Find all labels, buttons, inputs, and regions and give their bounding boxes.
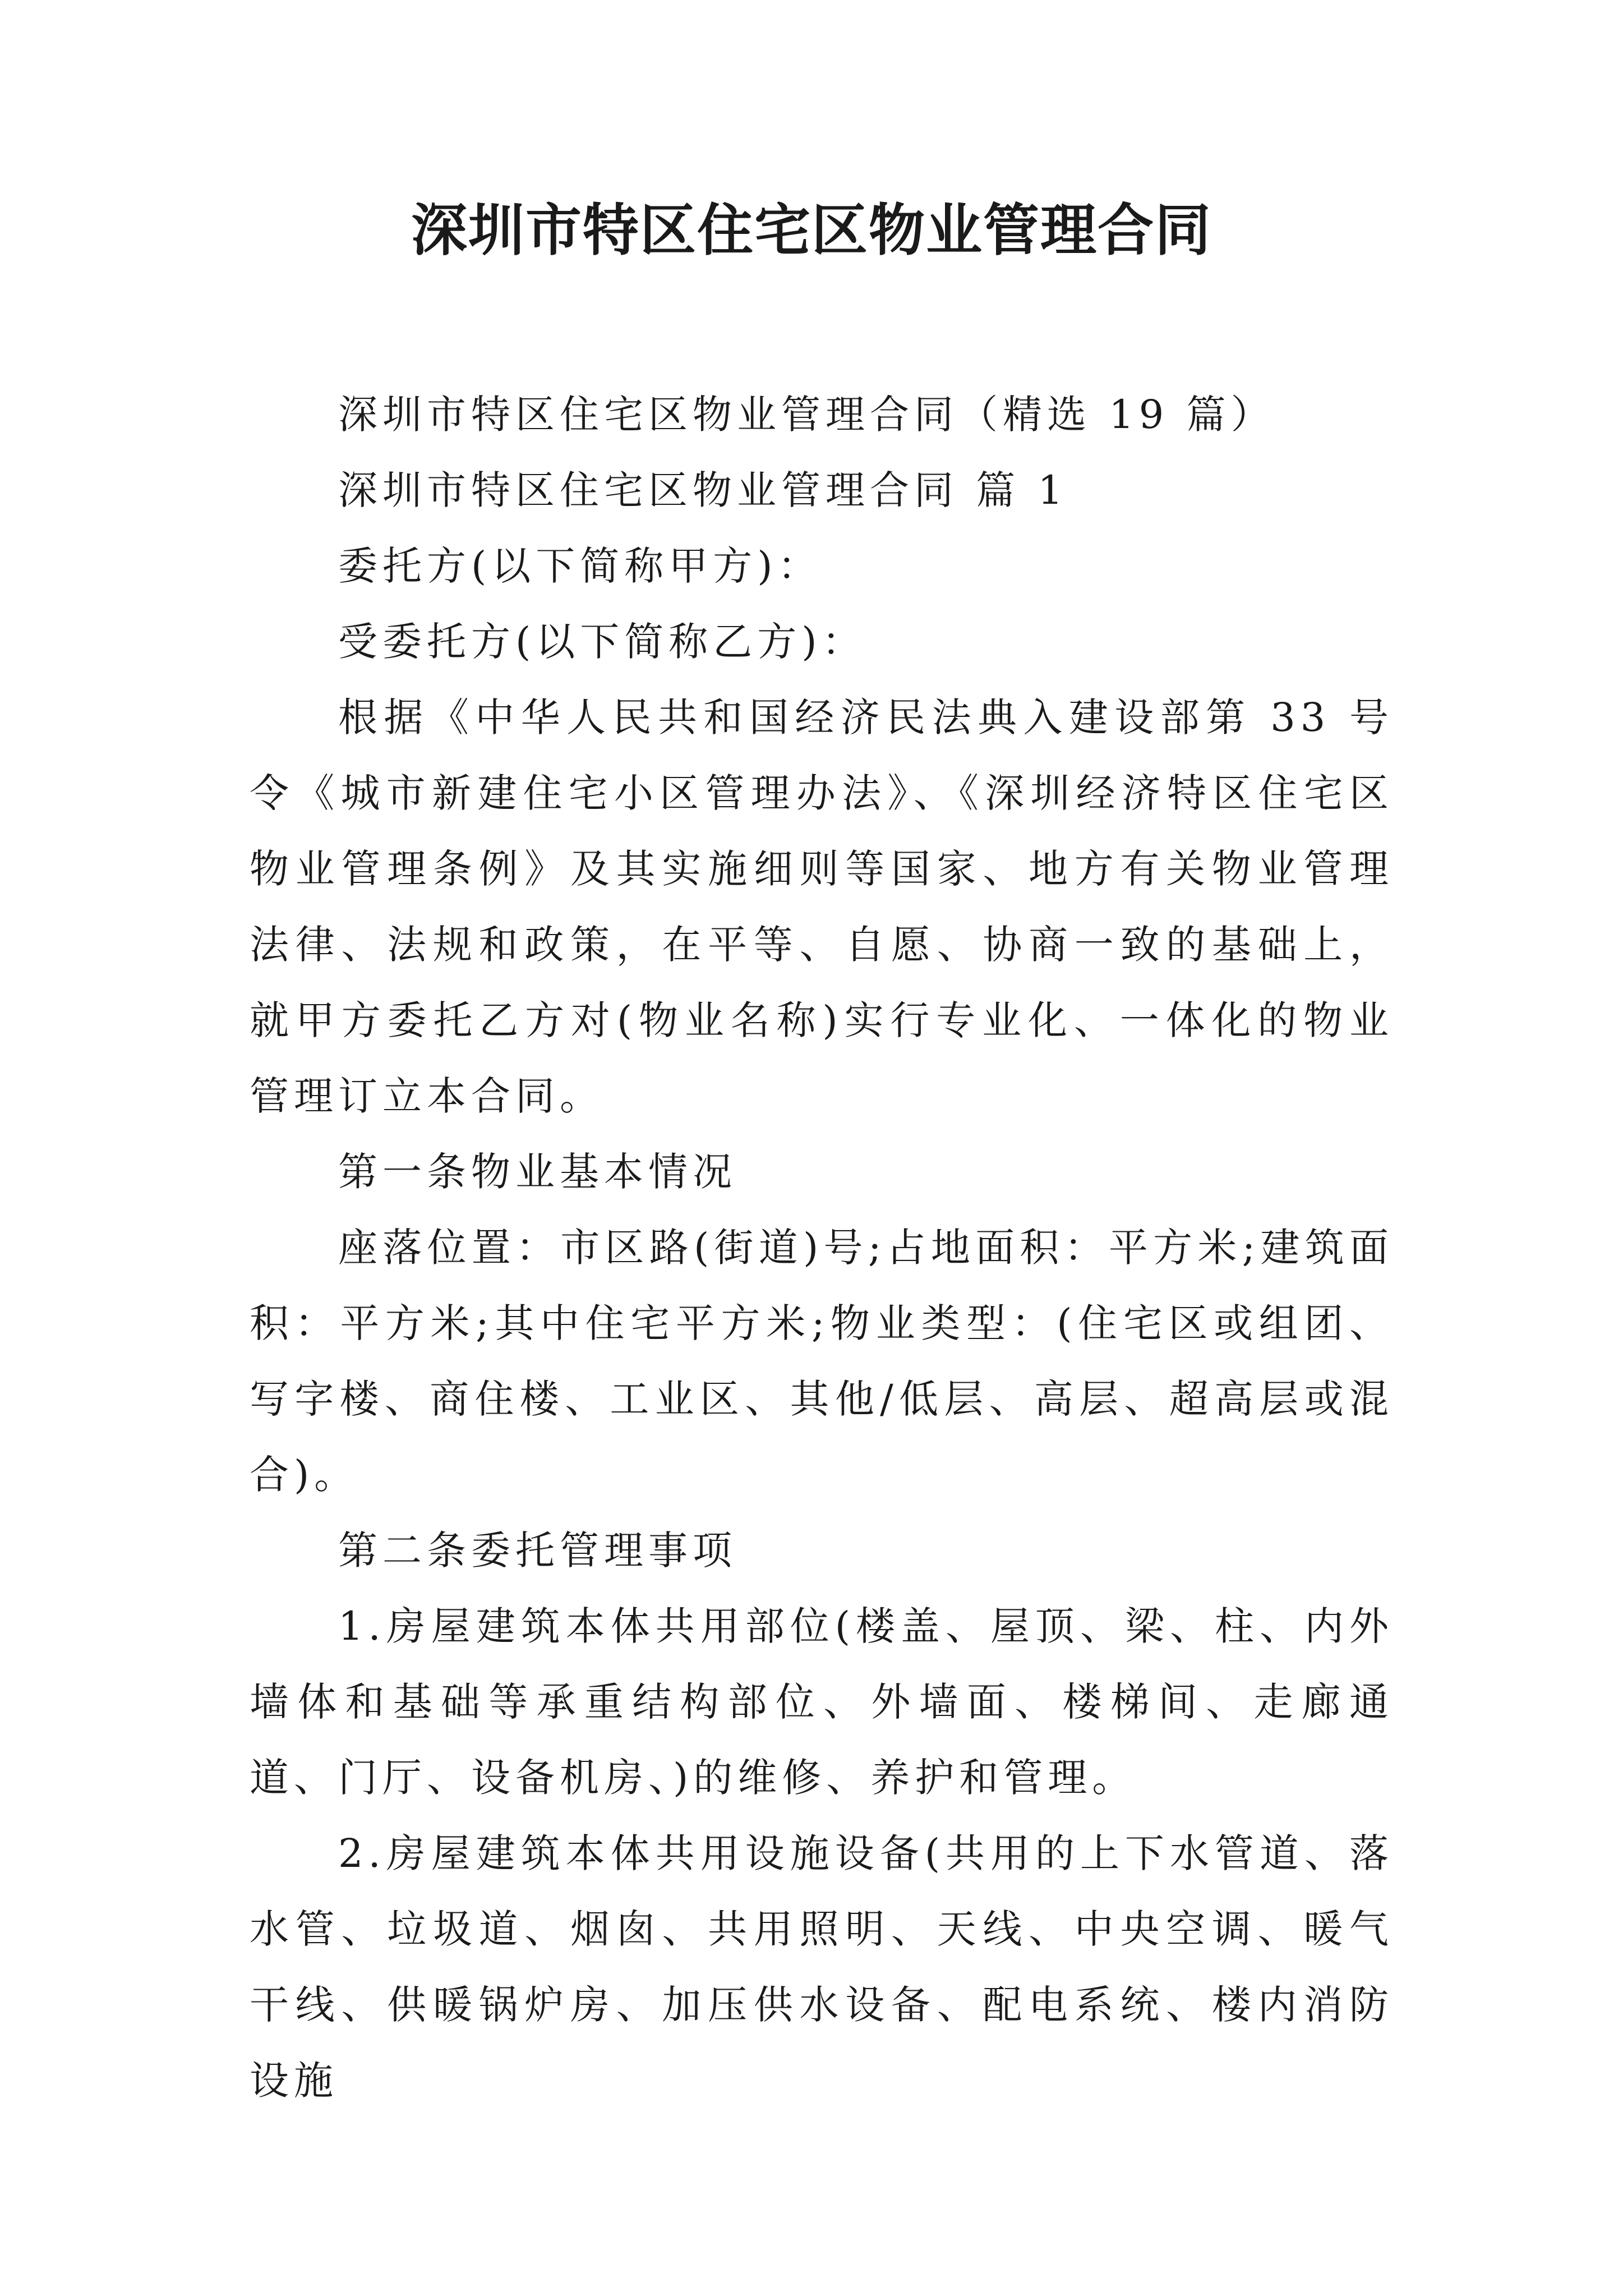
document-body (250, 377, 1394, 2119)
paragraph-collection-heading: 深圳市特区住宅区物业管理合同（精选 19 篇） (338, 392, 1275, 438)
paragraph-principal-party: 委托方(以下简称甲方)： (338, 543, 822, 589)
paragraph-property-details: 座落位置：市区路(街道)号;占地面积：平方米;建筑面积：平方米;其中住宅平方米;物业类型：(住宅区或组团、写字楼、商住楼、工业区、其他/低层、高层、超高层或混合)。 (250, 1225, 1394, 1498)
paragraph-clause-2-heading: 第二条委托管理事项 (338, 1527, 737, 1573)
paragraph-article-heading: 深圳市特区住宅区物业管理合同 篇 1 (338, 467, 1068, 513)
paragraph-item-1: 1.房屋建筑本体共用部位(楼盖、屋顶、梁、柱、内外墙体和基础等承重结构部位、外墙面、楼梯间、走廊通道、门厅、设备机房、)的维修、养护和管理。 (250, 1603, 1394, 1801)
paragraph-agent-party: 受委托方(以下简称乙方)： (338, 619, 866, 665)
document-title: 深圳市特区住宅区物业管理合同 (411, 197, 1212, 263)
paragraph-legal-basis: 根据《中华人民共和国经济民法典入建设部第 33 号令《城市新建住宅小区管理办法》、《深圳经济特区住宅区物业管理条例》及其实施细则等国家、地方有关物业管理法律、法规和政策，在平等、自愿、协商一致的基础上，就甲方委托乙方对(物业名称)实行专业化、一体化的物业管理订立本合同。 (250, 694, 1394, 1119)
paragraph-clause-1-heading: 第一条物业基本情况 (338, 1149, 737, 1195)
paragraph-item-2: 2.房屋建筑本体共用设施设备(共用的上下水管道、落水管、垃圾道、烟囱、共用照明、天线、中央空调、暖气干线、供暖锅炉房、加压供水设备、配电系统、楼内消防设施 (250, 1830, 1394, 2104)
